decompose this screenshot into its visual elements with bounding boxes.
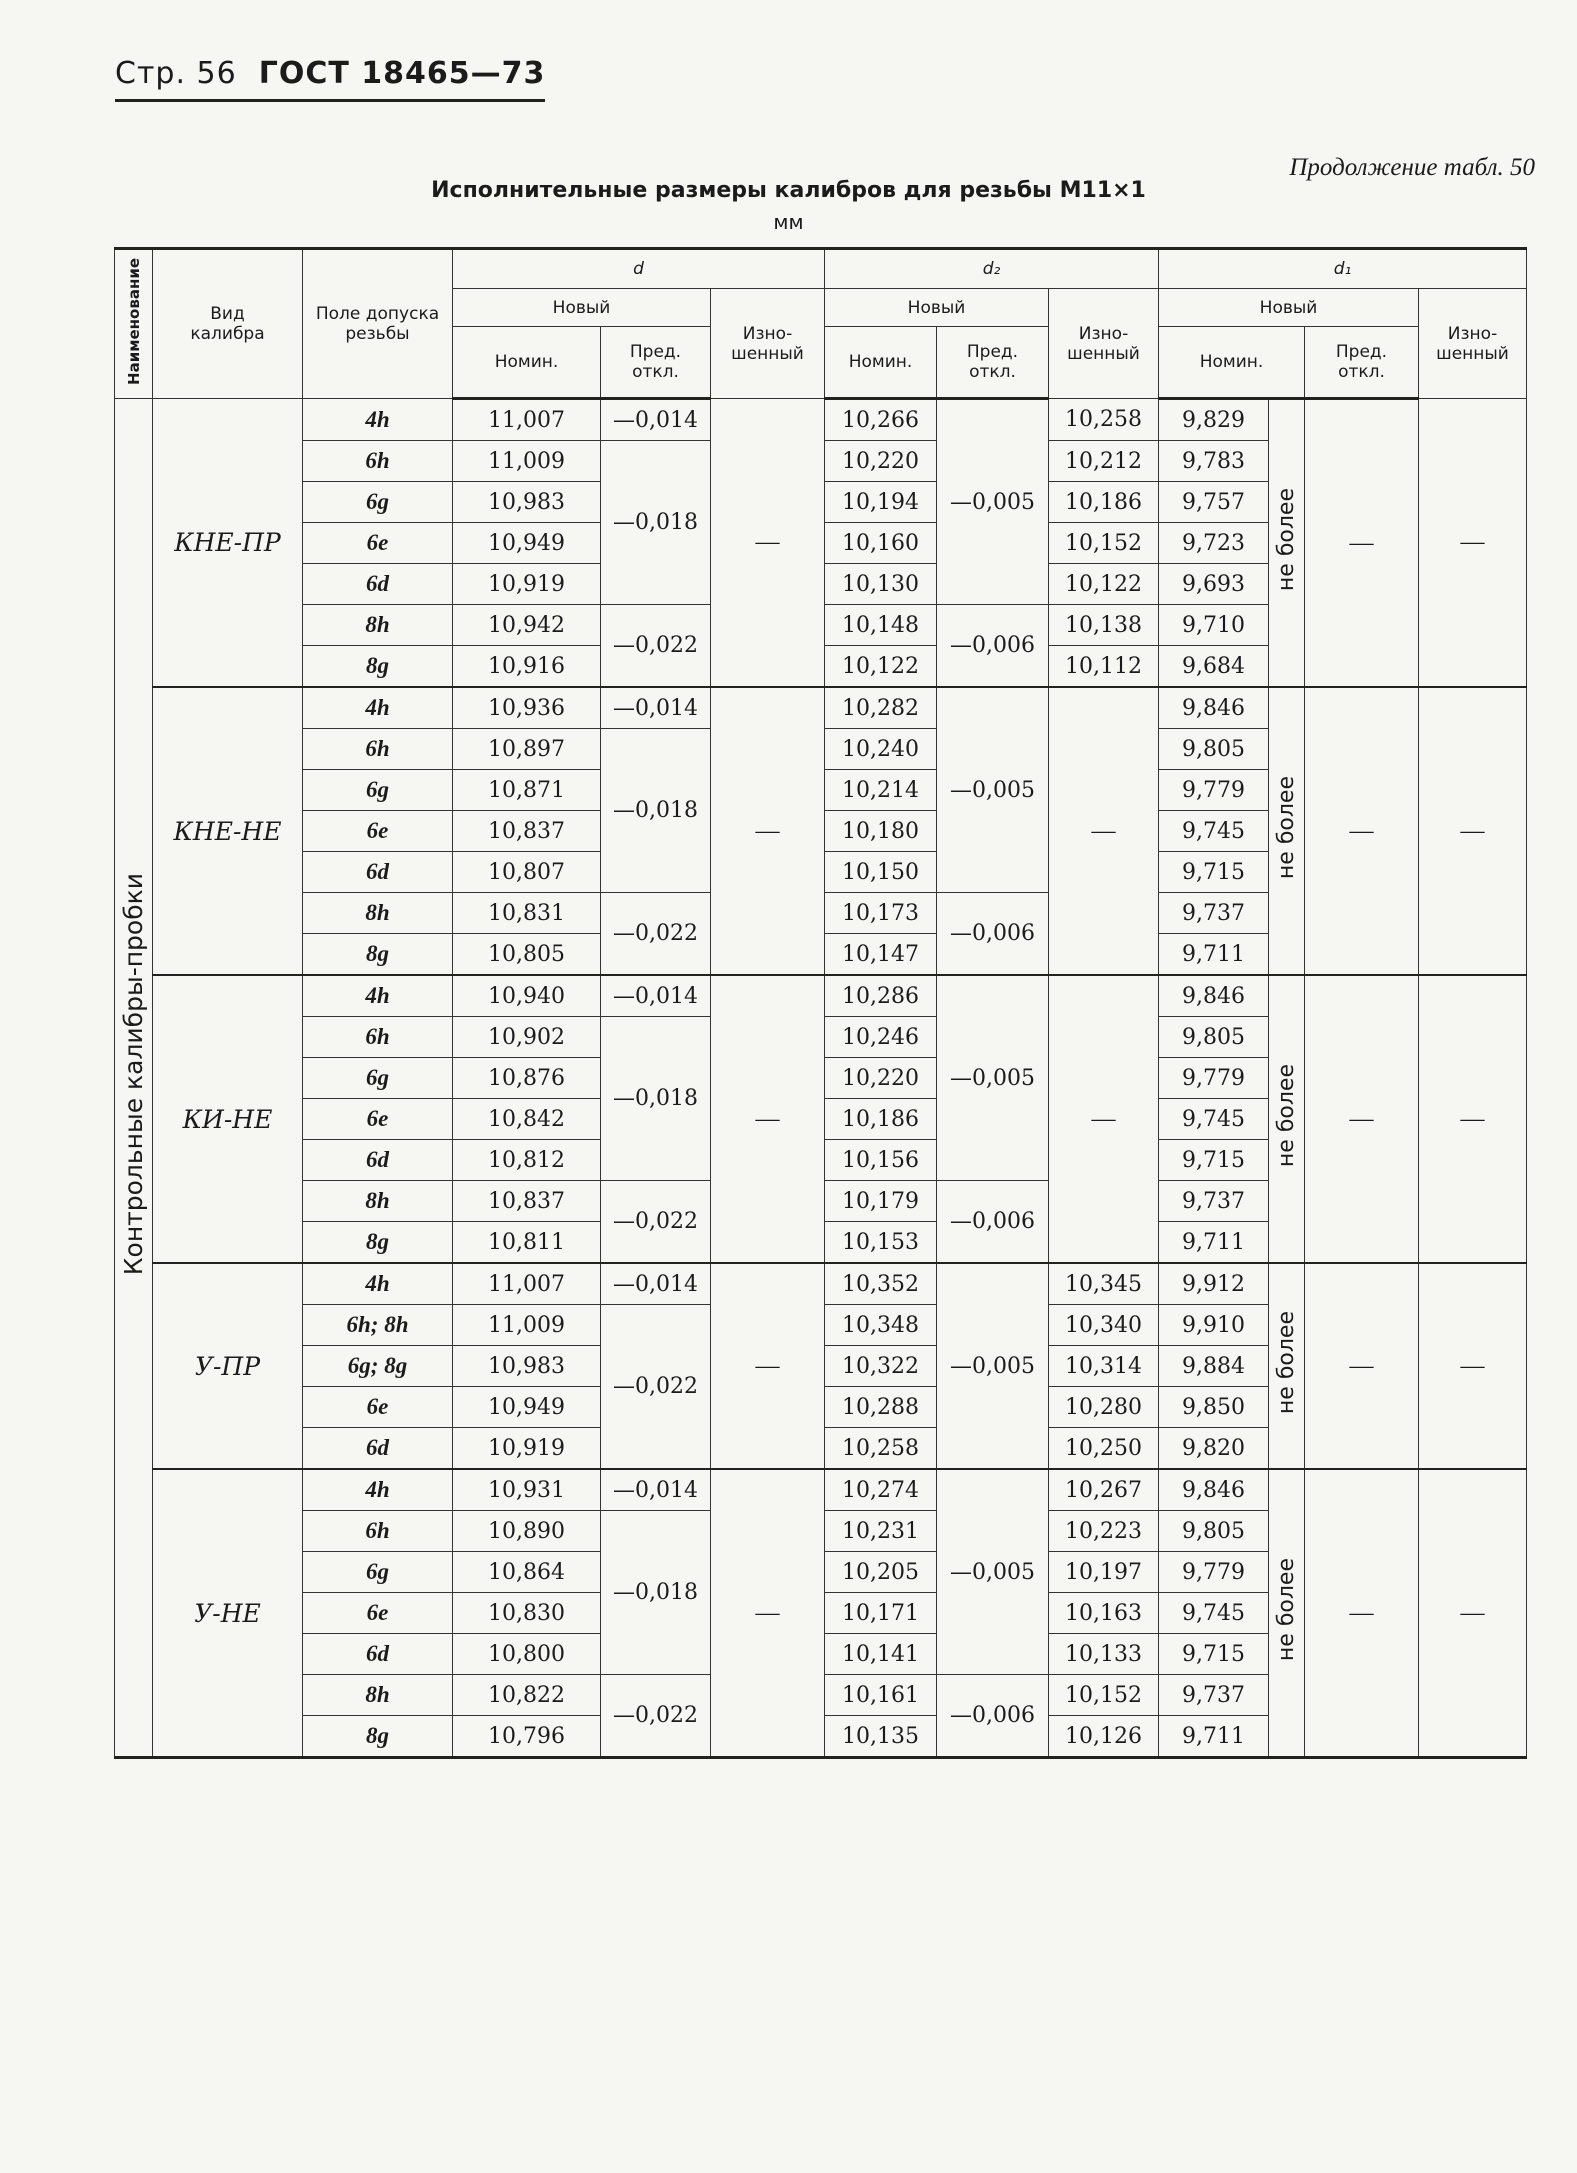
d2-worn: 10,138 [1049, 605, 1159, 646]
d-nominal: 10,807 [453, 852, 601, 893]
d1-nominal: 9,846 [1159, 687, 1269, 729]
header-tolerance-field: Поле допуска резьбы [303, 249, 453, 399]
d1-nominal: 9,846 [1159, 975, 1269, 1017]
d1-nominal: 9,693 [1159, 564, 1269, 605]
d2-worn: 10,345 [1049, 1263, 1159, 1305]
d1-nominal: 9,711 [1159, 934, 1269, 976]
d1-nominal: 9,779 [1159, 1058, 1269, 1099]
d-nominal: 10,830 [453, 1593, 601, 1634]
header-d1-worn: Изно-шенный [1419, 289, 1527, 399]
d2-nominal: 10,150 [825, 852, 937, 893]
d2-nominal: 10,186 [825, 1099, 937, 1140]
header-d-worn: Изно-шенный [711, 289, 825, 399]
d1-nominal: 9,912 [1159, 1263, 1269, 1305]
d1-nominal: 9,805 [1159, 1017, 1269, 1058]
d-nominal: 10,796 [453, 1716, 601, 1758]
d2-nominal: 10,282 [825, 687, 937, 729]
gauge-kind-name: У-НЕ [153, 1469, 303, 1758]
d-nominal: 10,919 [453, 1428, 601, 1470]
d2-nominal: 10,122 [825, 646, 937, 688]
d-nominal: 11,009 [453, 1305, 601, 1346]
d2-deviation: —0,006 [937, 1675, 1049, 1758]
continuation-note: Продолжение табл. 50 [1289, 154, 1535, 181]
d2-nominal: 10,220 [825, 1058, 937, 1099]
d-nominal: 10,837 [453, 811, 601, 852]
d2-worn: 10,163 [1049, 1593, 1159, 1634]
tolerance-field: 4h [303, 399, 453, 441]
d-nominal: 10,949 [453, 523, 601, 564]
tolerance-field: 6e [303, 1099, 453, 1140]
d-nominal: 10,871 [453, 770, 601, 811]
not-more-note: не более [1269, 399, 1305, 688]
d1-nominal: 9,737 [1159, 1675, 1269, 1716]
d-deviation: —0,022 [601, 1675, 711, 1758]
d1-nominal: 9,737 [1159, 1181, 1269, 1222]
d2-worn: — [1049, 687, 1159, 975]
d2-worn: 10,126 [1049, 1716, 1159, 1758]
d-nominal: 11,009 [453, 441, 601, 482]
d1-deviation: — [1305, 399, 1419, 688]
tolerance-field: 4h [303, 1263, 453, 1305]
tolerance-field: 6e [303, 811, 453, 852]
d-nominal: 10,800 [453, 1634, 601, 1675]
d-deviation: —0,022 [601, 1181, 711, 1264]
header-d2-deviation: Пред. откл. [937, 327, 1049, 399]
d1-deviation: — [1305, 1263, 1419, 1469]
header-d1-new: Новый [1159, 289, 1419, 327]
d2-worn: 10,152 [1049, 1675, 1159, 1716]
d2-nominal: 10,173 [825, 893, 937, 934]
page-header [115, 56, 545, 102]
d-worn: — [711, 1263, 825, 1469]
d1-nominal: 9,711 [1159, 1716, 1269, 1758]
not-more-note: не более [1269, 1263, 1305, 1469]
d2-nominal: 10,141 [825, 1634, 937, 1675]
d2-worn: 10,186 [1049, 482, 1159, 523]
tolerance-field: 8g [303, 1716, 453, 1758]
d1-worn: — [1419, 975, 1527, 1263]
tolerance-field: 8h [303, 1181, 453, 1222]
d1-worn: — [1419, 1469, 1527, 1758]
d-worn: — [711, 1469, 825, 1758]
d-nominal: 10,837 [453, 1181, 601, 1222]
d1-nominal: 9,820 [1159, 1428, 1269, 1470]
tolerance-field: 6h [303, 1511, 453, 1552]
header-d1-nominal: Номин. [1159, 327, 1305, 399]
d2-nominal: 10,246 [825, 1017, 937, 1058]
d2-worn: 10,314 [1049, 1346, 1159, 1387]
tolerance-field: 6g [303, 1058, 453, 1099]
d1-nominal: 9,715 [1159, 1140, 1269, 1181]
d1-deviation: — [1305, 975, 1419, 1263]
d2-nominal: 10,130 [825, 564, 937, 605]
d1-nominal: 9,710 [1159, 605, 1269, 646]
tolerance-field: 6d [303, 564, 453, 605]
d-nominal: 10,890 [453, 1511, 601, 1552]
d1-nominal: 9,805 [1159, 729, 1269, 770]
d1-nominal: 9,745 [1159, 1593, 1269, 1634]
tolerance-field: 6g; 8g [303, 1346, 453, 1387]
d-deviation: —0,018 [601, 1017, 711, 1181]
tolerance-field: 6g [303, 482, 453, 523]
d-worn: — [711, 975, 825, 1263]
tolerance-field: 4h [303, 975, 453, 1017]
d-deviation: —0,018 [601, 1511, 711, 1675]
d2-worn: 10,223 [1049, 1511, 1159, 1552]
gauge-kind-name: КНЕ-ПР [153, 399, 303, 688]
d-deviation: —0,014 [601, 1469, 711, 1511]
tolerance-field: 6d [303, 1634, 453, 1675]
d-nominal: 10,940 [453, 975, 601, 1017]
tolerance-field: 6g [303, 770, 453, 811]
d1-nominal: 9,711 [1159, 1222, 1269, 1264]
table-row [115, 399, 1527, 441]
d2-worn: 10,133 [1049, 1634, 1159, 1675]
header-d2-worn: Изно-шенный [1049, 289, 1159, 399]
d2-deviation: —0,005 [937, 687, 1049, 893]
d2-nominal: 10,214 [825, 770, 937, 811]
header-d2: d₂ [825, 249, 1159, 289]
tolerance-field: 6e [303, 1387, 453, 1428]
d2-deviation: —0,006 [937, 605, 1049, 688]
d2-nominal: 10,286 [825, 975, 937, 1017]
d1-nominal: 9,850 [1159, 1387, 1269, 1428]
gauge-kind-name: У-ПР [153, 1263, 303, 1469]
d1-worn: — [1419, 1263, 1527, 1469]
table-row [115, 975, 1527, 1017]
gauge-kind-name: КИ-НЕ [153, 975, 303, 1263]
d-nominal: 10,864 [453, 1552, 601, 1593]
d1-deviation: — [1305, 1469, 1419, 1758]
header-name: Наименование [115, 249, 153, 399]
d2-nominal: 10,231 [825, 1511, 937, 1552]
d2-worn: 10,258 [1049, 399, 1159, 441]
header-d-new: Новый [453, 289, 711, 327]
d-deviation: —0,014 [601, 1263, 711, 1305]
d2-nominal: 10,194 [825, 482, 937, 523]
d2-nominal: 10,266 [825, 399, 937, 441]
d-deviation: —0,022 [601, 1305, 711, 1470]
d2-worn: 10,340 [1049, 1305, 1159, 1346]
tolerance-field: 6d [303, 1140, 453, 1181]
d-deviation: —0,022 [601, 893, 711, 976]
d-deviation: —0,022 [601, 605, 711, 688]
d-nominal: 10,842 [453, 1099, 601, 1140]
table-row [115, 687, 1527, 729]
d2-worn: 10,267 [1049, 1469, 1159, 1511]
d2-nominal: 10,147 [825, 934, 937, 976]
d2-nominal: 10,153 [825, 1222, 937, 1264]
d2-nominal: 10,288 [825, 1387, 937, 1428]
d-deviation: —0,014 [601, 399, 711, 441]
d2-nominal: 10,161 [825, 1675, 937, 1716]
d1-nominal: 9,884 [1159, 1346, 1269, 1387]
d2-nominal: 10,179 [825, 1181, 937, 1222]
d2-worn: 10,112 [1049, 646, 1159, 688]
d1-nominal: 9,779 [1159, 770, 1269, 811]
gauge-dimensions-table [114, 247, 1527, 1759]
tolerance-field: 6h [303, 729, 453, 770]
d-nominal: 10,931 [453, 1469, 601, 1511]
table-title: Исполнительные размеры калибров для резьбы М11×1 [431, 178, 1146, 203]
d-nominal: 10,919 [453, 564, 601, 605]
d1-nominal: 9,757 [1159, 482, 1269, 523]
d-nominal: 10,812 [453, 1140, 601, 1181]
tolerance-field: 4h [303, 1469, 453, 1511]
d-nominal: 10,942 [453, 605, 601, 646]
d1-nominal: 9,846 [1159, 1469, 1269, 1511]
tolerance-field: 6h [303, 441, 453, 482]
d-nominal: 11,007 [453, 1263, 601, 1305]
d-deviation: —0,014 [601, 975, 711, 1017]
header-d: d [453, 249, 825, 289]
d-worn: — [711, 687, 825, 975]
d2-nominal: 10,352 [825, 1263, 937, 1305]
tolerance-field: 8h [303, 605, 453, 646]
not-more-note: не более [1269, 1469, 1305, 1758]
d2-worn: 10,152 [1049, 523, 1159, 564]
gauge-kind-name: КНЕ-НЕ [153, 687, 303, 975]
d1-worn: — [1419, 687, 1527, 975]
header-d2-new: Новый [825, 289, 1049, 327]
standard-number: ГОСТ 18465—73 [258, 56, 546, 91]
header-d1: d₁ [1159, 249, 1527, 289]
d2-worn: 10,197 [1049, 1552, 1159, 1593]
d2-nominal: 10,322 [825, 1346, 937, 1387]
d-nominal: 10,805 [453, 934, 601, 976]
tolerance-field: 6e [303, 1593, 453, 1634]
d1-nominal: 9,783 [1159, 441, 1269, 482]
d-nominal: 10,936 [453, 687, 601, 729]
d-nominal: 10,902 [453, 1017, 601, 1058]
table-row [115, 1263, 1527, 1305]
d1-nominal: 9,779 [1159, 1552, 1269, 1593]
table-body [115, 399, 1527, 1758]
d2-deviation: —0,006 [937, 893, 1049, 976]
d2-nominal: 10,135 [825, 1716, 937, 1758]
tolerance-field: 8g [303, 934, 453, 976]
d-nominal: 11,007 [453, 399, 601, 441]
d2-deviation: —0,005 [937, 1469, 1049, 1675]
d1-nominal: 9,715 [1159, 852, 1269, 893]
d1-nominal: 9,737 [1159, 893, 1269, 934]
d-nominal: 10,897 [453, 729, 601, 770]
d2-nominal: 10,220 [825, 441, 937, 482]
d1-nominal: 9,829 [1159, 399, 1269, 441]
d2-worn: — [1049, 975, 1159, 1263]
d2-deviation: —0,005 [937, 975, 1049, 1181]
d2-nominal: 10,205 [825, 1552, 937, 1593]
d1-nominal: 9,805 [1159, 1511, 1269, 1552]
page-number: Стр. 56 [115, 56, 237, 91]
d2-nominal: 10,240 [825, 729, 937, 770]
tolerance-field: 4h [303, 687, 453, 729]
header-d-nominal: Номин. [453, 327, 601, 399]
d2-deviation: —0,006 [937, 1181, 1049, 1264]
d-worn: — [711, 399, 825, 688]
d1-nominal: 9,684 [1159, 646, 1269, 688]
d2-worn: 10,212 [1049, 441, 1159, 482]
header-d-deviation: Пред. откл. [601, 327, 711, 399]
d-nominal: 10,831 [453, 893, 601, 934]
tolerance-field: 8h [303, 893, 453, 934]
d1-nominal: 9,910 [1159, 1305, 1269, 1346]
d2-nominal: 10,258 [825, 1428, 937, 1470]
d2-worn: 10,250 [1049, 1428, 1159, 1470]
header-d2-nominal: Номин. [825, 327, 937, 399]
not-more-note: не более [1269, 975, 1305, 1263]
d-nominal: 10,811 [453, 1222, 601, 1264]
tolerance-field: 8g [303, 646, 453, 688]
tolerance-field: 6h; 8h [303, 1305, 453, 1346]
d-nominal: 10,916 [453, 646, 601, 688]
tolerance-field: 8g [303, 1222, 453, 1264]
tolerance-field: 8h [303, 1675, 453, 1716]
not-more-note: не более [1269, 687, 1305, 975]
d-nominal: 10,822 [453, 1675, 601, 1716]
d-nominal: 10,876 [453, 1058, 601, 1099]
d2-nominal: 10,274 [825, 1469, 937, 1511]
table-row [115, 1469, 1527, 1511]
d-nominal: 10,983 [453, 1346, 601, 1387]
d-nominal: 10,983 [453, 482, 601, 523]
d2-nominal: 10,348 [825, 1305, 937, 1346]
d1-nominal: 9,723 [1159, 523, 1269, 564]
d-deviation: —0,018 [601, 729, 711, 893]
d-deviation: —0,014 [601, 687, 711, 729]
d2-nominal: 10,160 [825, 523, 937, 564]
tolerance-field: 6g [303, 1552, 453, 1593]
d1-nominal: 9,715 [1159, 1634, 1269, 1675]
tolerance-field: 6d [303, 1428, 453, 1470]
d2-deviation: —0,005 [937, 399, 1049, 605]
d2-nominal: 10,171 [825, 1593, 937, 1634]
d2-nominal: 10,156 [825, 1140, 937, 1181]
d1-worn: — [1419, 399, 1527, 688]
d2-nominal: 10,180 [825, 811, 937, 852]
tolerance-field: 6e [303, 523, 453, 564]
d1-deviation: — [1305, 687, 1419, 975]
d2-nominal: 10,148 [825, 605, 937, 646]
header-gauge-kind: Вид калибра [153, 249, 303, 399]
d1-nominal: 9,745 [1159, 811, 1269, 852]
d1-nominal: 9,745 [1159, 1099, 1269, 1140]
d-deviation: —0,018 [601, 441, 711, 605]
d2-deviation: —0,005 [937, 1263, 1049, 1469]
category-label: Контрольные калибры-пробки [115, 399, 153, 1758]
d2-worn: 10,122 [1049, 564, 1159, 605]
header-d1-deviation: Пред. откл. [1305, 327, 1419, 399]
tolerance-field: 6h [303, 1017, 453, 1058]
d2-worn: 10,280 [1049, 1387, 1159, 1428]
d-nominal: 10,949 [453, 1387, 601, 1428]
tolerance-field: 6d [303, 852, 453, 893]
table-units: мм [773, 210, 804, 234]
